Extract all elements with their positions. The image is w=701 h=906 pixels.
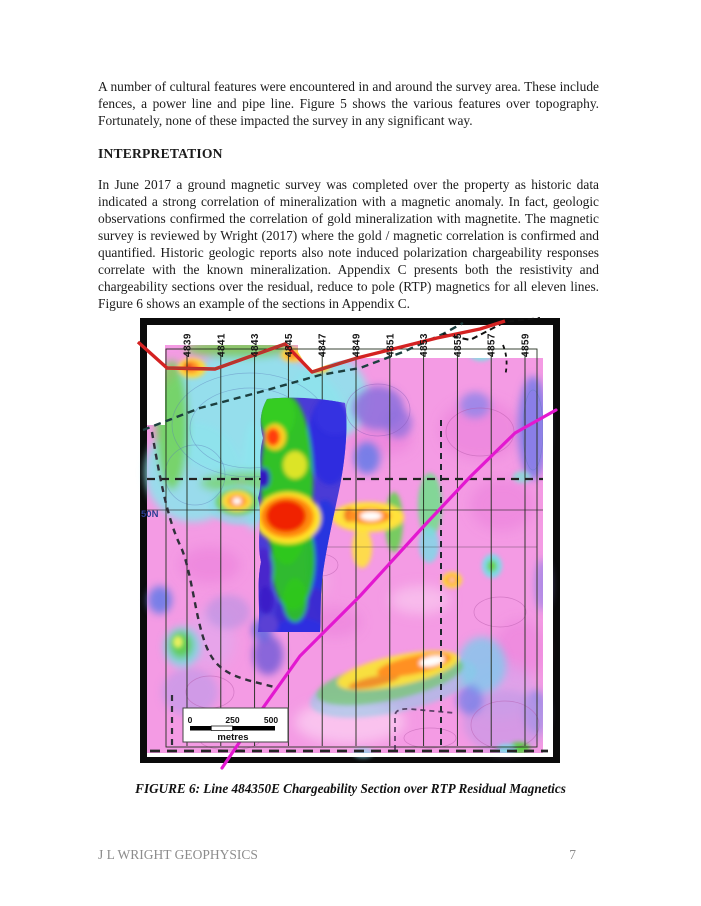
line-label-4851: 4851 — [385, 333, 397, 357]
scale-bar — [183, 708, 288, 743]
section-heading-interpretation: INTERPRETATION — [98, 146, 223, 161]
line-label-4849: 4849 — [351, 333, 363, 357]
line-label-4853: 4853 — [419, 333, 431, 357]
line-label-4845: 4845 — [283, 333, 295, 357]
scale-tick-250: 250 — [225, 715, 240, 725]
line-label-4843: 4843 — [250, 333, 262, 357]
line-label-4855: 4855 — [452, 333, 464, 357]
line-label-4841: 4841 — [216, 333, 228, 357]
magnetics-map-figure — [140, 318, 560, 763]
magnetics-basemap — [145, 339, 551, 758]
line-label-4857: 4857 — [486, 333, 498, 357]
footer-page-number: 7 — [569, 847, 576, 862]
scale-tick-0: 0 — [187, 715, 193, 725]
body-paragraph-interpretation: In June 2017 a ground magnetic survey was completed over the property as historic data indicated a strong correlation of mineralization with a magnetic anomaly. In fact, geologic observations confirmed the correlation of gold mineralization with magnetite. The magnetic survey is reviewed by Wright (2017) where the gold / magnetic correlation is confirmed and quantified. Historic geologic reports also note induced polarization chargeability responses correlate with the known mineralization. Appendix C presents both the resistivity and chargeability sections over the residual, reduce to pole (RTP) magnetics for all eleven lines. Figure 6 shows an example of the sections in Appendix C. — [98, 177, 599, 311]
line-label-4839: 4839 — [182, 333, 194, 357]
footer-company: J L WRIGHT GEOPHYSICS — [98, 847, 258, 862]
scale-units-label: metres — [217, 732, 249, 743]
scale-tick-500: 500 — [263, 715, 279, 725]
figure-caption: FIGURE 6: Line 484350E Chargeability Section over RTP Residual Magnetics — [135, 781, 566, 796]
northing-label: 50N — [141, 509, 159, 520]
page-footer — [98, 847, 576, 863]
body-paragraph-cultural-features: A number of cultural features were encountered in and around the survey area. These include fences, a power line and pipe line. Figure 5 shows the various features over topography. Fortunately, none of these impacted the survey in any significant way. — [98, 79, 599, 128]
line-label-4859: 4859 — [520, 333, 532, 357]
line-label-4847: 4847 — [317, 333, 329, 357]
rtp-magnetics-map — [141, 325, 553, 756]
